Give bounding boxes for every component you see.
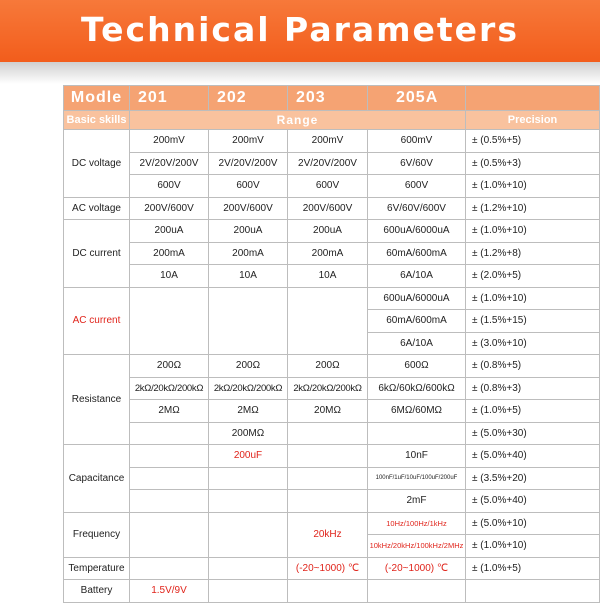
table-cell: 6kΩ/60kΩ/600kΩ [368, 377, 466, 400]
table-cell [130, 287, 209, 355]
table-cell [130, 467, 209, 490]
table-cell: 100nF/1uF/10uF/100uF/200uF [368, 467, 466, 490]
table-cell [209, 580, 288, 603]
model-202-header: 202 [209, 86, 288, 111]
table-cell: 60mA/600mA [368, 310, 466, 333]
model-203-header: 203 [288, 86, 368, 111]
table-row [64, 265, 600, 288]
table-cell [288, 580, 368, 603]
row-label-battery: Battery [64, 580, 130, 603]
table-cell [130, 422, 209, 445]
table-cell: 600V [368, 175, 466, 198]
table-row [64, 175, 600, 198]
model-header: Modle [64, 86, 130, 111]
table-cell [130, 557, 209, 580]
table-row [64, 197, 600, 220]
precision-cell: ± (0.5%+5) [466, 130, 600, 153]
table-cell: 200mA [209, 242, 288, 265]
table-cell: 600V [209, 175, 288, 198]
table-row [64, 220, 600, 243]
precision-cell: ± (0.8%+3) [466, 377, 600, 400]
table-cell: (-20~1000) ℃ [368, 557, 466, 580]
table-cell [288, 490, 368, 513]
table-cell: 2MΩ [130, 400, 209, 423]
table-row [64, 580, 600, 603]
table-cell: 200mV [288, 130, 368, 153]
table-cell: 6A/10A [368, 332, 466, 355]
table-cell [288, 422, 368, 445]
table-row [64, 422, 600, 445]
precision-cell: ± (1.2%+8) [466, 242, 600, 265]
row-label-dc-voltage: DC voltage [64, 130, 130, 198]
table-cell: 200uF [209, 445, 288, 468]
header-filler [466, 86, 600, 111]
table-cell: (-20~1000) ℃ [288, 557, 368, 580]
model-201-header: 201 [130, 86, 209, 111]
precision-cell: ± (0.5%+3) [466, 152, 600, 175]
table-cell: 200V/600V [288, 197, 368, 220]
table-cell: 2mF [368, 490, 466, 513]
row-label-temperature: Temperature [64, 557, 130, 580]
row-label-frequency: Frequency [64, 512, 130, 557]
table-cell: 10Hz/100Hz/1kHz [368, 512, 466, 535]
parameters-table [63, 85, 600, 603]
title-banner [0, 0, 600, 62]
table-cell: 600V [130, 175, 209, 198]
table-cell: 200uA [130, 220, 209, 243]
table-cell [209, 490, 288, 513]
table-row [64, 400, 600, 423]
table-row [64, 377, 600, 400]
table-cell [130, 445, 209, 468]
table-cell: 200mV [209, 130, 288, 153]
precision-cell: ± (1.0%+10) [466, 175, 600, 198]
row-label-capacitance: Capacitance [64, 445, 130, 513]
table-cell [130, 490, 209, 513]
table-cell: 6A/10A [368, 265, 466, 288]
table-cell: 600V [288, 175, 368, 198]
table-cell: 200mA [288, 242, 368, 265]
banner-shadow [0, 62, 600, 84]
precision-cell: ± (0.8%+5) [466, 355, 600, 378]
table-cell [130, 512, 209, 557]
table-cell: 2V/20V/200V [130, 152, 209, 175]
table-cell: 10nF [368, 445, 466, 468]
table-cell: 60mA/600mA [368, 242, 466, 265]
table-cell: 10A [209, 265, 288, 288]
model-header-row [64, 86, 600, 111]
table-cell: 200V/600V [209, 197, 288, 220]
precision-cell: ± (3.0%+10) [466, 332, 600, 355]
table-cell: 2kΩ/20kΩ/200kΩ [209, 377, 288, 400]
precision-cell: ± (1.0%+5) [466, 557, 600, 580]
table-cell [209, 512, 288, 557]
precision-cell: ± (1.2%+10) [466, 197, 600, 220]
table-cell: 2V/20V/200V [209, 152, 288, 175]
model-205a-header: 205A [368, 86, 466, 111]
table-row [64, 490, 600, 513]
range-header: Range [130, 111, 466, 130]
precision-cell [466, 580, 600, 603]
table-cell: 600uA/6000uA [368, 287, 466, 310]
table-cell: 10kHz/20kHz/100kHz/2MHz [368, 535, 466, 558]
table-cell [288, 445, 368, 468]
table-cell: 10A [130, 265, 209, 288]
table-cell: 200Ω [209, 355, 288, 378]
row-label-dc-current: DC current [64, 220, 130, 288]
precision-cell: ± (3.5%+20) [466, 467, 600, 490]
table-cell [368, 580, 466, 603]
table-row [64, 242, 600, 265]
table-row [64, 152, 600, 175]
precision-cell: ± (5.0%+40) [466, 490, 600, 513]
precision-cell: ± (5.0%+10) [466, 512, 600, 535]
basic-skills-header: Basic skills [64, 111, 130, 130]
table-cell [209, 557, 288, 580]
table-cell: 200Ω [130, 355, 209, 378]
table-row [64, 130, 600, 153]
table-cell [288, 467, 368, 490]
table-cell: 200V/600V [130, 197, 209, 220]
table-cell: 200MΩ [209, 422, 288, 445]
table-cell: 1.5V/9V [130, 580, 209, 603]
table-cell: 200uA [209, 220, 288, 243]
table-cell: 6V/60V/600V [368, 197, 466, 220]
table-cell: 200mV [130, 130, 209, 153]
table-cell: 10A [288, 265, 368, 288]
table-cell: 600Ω [368, 355, 466, 378]
table-cell [288, 287, 368, 355]
table-cell [209, 287, 288, 355]
precision-cell: ± (5.0%+40) [466, 445, 600, 468]
table-row [64, 557, 600, 580]
precision-cell: ± (1.0%+5) [466, 400, 600, 423]
table-cell: 200Ω [288, 355, 368, 378]
table-row [64, 355, 600, 378]
table-cell: 200uA [288, 220, 368, 243]
precision-cell: ± (5.0%+30) [466, 422, 600, 445]
table-cell [368, 422, 466, 445]
precision-cell: ± (2.0%+5) [466, 265, 600, 288]
precision-cell: ± (1.5%+15) [466, 310, 600, 333]
precision-cell: ± (1.0%+10) [466, 535, 600, 558]
subheader-row [64, 111, 600, 130]
table-cell: 6V/60V [368, 152, 466, 175]
precision-cell: ± (1.0%+10) [466, 287, 600, 310]
table-cell: 600uA/6000uA [368, 220, 466, 243]
table-row [64, 287, 600, 310]
table-cell: 2MΩ [209, 400, 288, 423]
page-title: Technical Parameters [81, 10, 519, 49]
table-cell [209, 467, 288, 490]
table-cell: 2V/20V/200V [288, 152, 368, 175]
row-label-ac-current: AC current [64, 287, 130, 355]
table-cell: 20kHz [288, 512, 368, 557]
table-cell: 6MΩ/60MΩ [368, 400, 466, 423]
table-cell: 2kΩ/20kΩ/200kΩ [130, 377, 209, 400]
table-cell: 600mV [368, 130, 466, 153]
table-row [64, 445, 600, 468]
table-cell: 20MΩ [288, 400, 368, 423]
table-row [64, 512, 600, 535]
row-label-ac-voltage: AC voltage [64, 197, 130, 220]
table-row [64, 467, 600, 490]
table-cell: 2kΩ/20kΩ/200kΩ [288, 377, 368, 400]
precision-header: Precision [466, 111, 600, 130]
precision-cell: ± (1.0%+10) [466, 220, 600, 243]
table-cell: 200mA [130, 242, 209, 265]
row-label-resistance: Resistance [64, 355, 130, 445]
